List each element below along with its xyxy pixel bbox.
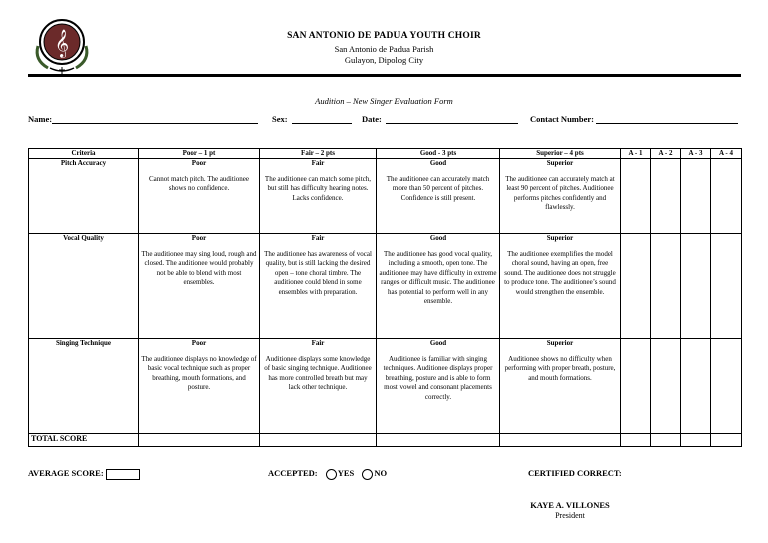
no-label: NO [374,468,388,478]
score-cell[interactable] [621,234,651,339]
total-score-cell[interactable] [681,434,711,447]
level-label: Poor [191,159,207,167]
average-score-label: AVERAGE SCORE: [28,468,104,478]
average-score-field [28,468,140,480]
header-cell: A - 1 [621,149,651,159]
table-row [29,159,742,234]
level-text: Cannot match pitch. The auditionee shows no confidence. [149,174,249,192]
rubric-cell [139,234,260,339]
score-cell[interactable] [621,339,651,434]
signatory-title: President [555,511,585,520]
total-label: TOTAL SCORE [29,434,139,447]
level-label: Fair [311,234,325,242]
score-cell[interactable] [651,339,681,434]
no-radio[interactable] [362,469,373,480]
criteria-cell: Vocal Quality [29,234,139,339]
rubric-table [28,148,742,447]
date-field[interactable] [362,114,518,124]
yes-label: YES [337,468,355,478]
level-label: Good [429,339,447,347]
score-cell[interactable] [651,159,681,234]
header-cell: A - 2 [651,149,681,159]
score-cell[interactable] [711,339,742,434]
score-cell[interactable] [621,159,651,234]
level-label: Good [429,159,447,167]
rubric-cell [139,339,260,434]
contact-field[interactable] [530,114,738,124]
total-score-cell[interactable] [711,434,742,447]
level-text: Auditionee displays some knowledge of basic singing technique. Auditionee has more controlled breath but may lack other technique. [264,354,372,391]
table-row [29,339,742,434]
table-header-row [29,149,742,159]
level-text: The auditionee can accurately match more than 50 percent of pitches. Confidence is still present. [386,174,490,202]
level-text: The auditionee has good vocal quality, including a smooth, open tone. The auditionee may have difficulty in extreme ranges or difficult music. The auditionee has potential to perform well in any ensemble. [379,249,497,305]
level-label: Superior [546,159,574,167]
average-score-box[interactable] [106,469,140,480]
level-text: The auditionee may sing loud, rough and closed. The auditionee would probably not be able to blend with most ensembles. [141,249,257,286]
date-label: Date: [362,114,382,124]
rubric-cell [377,339,500,434]
sex-label: Sex: [272,114,288,124]
rubric-cell [139,159,260,234]
signatory-name: KAYE A. VILLONES [530,500,610,510]
level-text: The auditionee exemplifies the model choral sound, having an open, free sound. The auditionee does not struggle to produce tone. The auditionee’s sound would strengthen the ensemble. [504,249,616,296]
header-cell: A - 4 [711,149,742,159]
sex-field[interactable] [272,114,352,124]
name-line[interactable] [52,115,258,124]
level-label: Poor [191,339,207,347]
name-label: Name: [28,114,53,124]
table-row [29,234,742,339]
level-text: The auditionee has awareness of vocal quality, but is still lacking the desired open – tone choral timbre. The auditionee could blend in some ensembles with preparation. [264,249,372,296]
rubric-cell [500,234,621,339]
header-cell: Superior – 4 pts [500,149,621,159]
rubric-cell [260,339,377,434]
score-cell[interactable] [651,234,681,339]
header-cell: Good - 3 pts [377,149,500,159]
contact-line[interactable] [596,115,738,124]
header-rule [28,74,741,77]
criteria-cell: Singing Technique [29,339,139,434]
criteria-cell: Pitch Accuracy [29,159,139,234]
total-cell [377,434,500,447]
score-cell[interactable] [711,159,742,234]
total-score-cell[interactable] [621,434,651,447]
level-label: Fair [311,339,325,347]
accepted-label: ACCEPTED: [268,468,318,478]
header-cell: Fair – 2 pts [260,149,377,159]
total-cell [500,434,621,447]
header-cell: Criteria [29,149,139,159]
name-field[interactable] [28,114,258,124]
level-text: Auditionee is familiar with singing techniques. Auditionee displays proper breathing, posture and is able to form most vowel and consonant placements correctly. [383,354,493,401]
score-cell[interactable] [681,234,711,339]
score-cell[interactable] [681,159,711,234]
rubric-cell [500,339,621,434]
score-cell[interactable] [681,339,711,434]
rubric-cell [377,234,500,339]
header-cell: A - 3 [681,149,711,159]
total-score-cell[interactable] [651,434,681,447]
level-text: The auditionee can match some pitch, but still has difficulty hearing notes. Lacks confidence. [264,174,372,202]
sex-line[interactable] [292,115,352,124]
org-name: SAN ANTONIO DE PADUA YOUTH CHOIR [287,31,481,41]
level-text: Auditionee shows no difficulty when performing with proper breath, posture, and mouth formations. [504,354,616,382]
contact-label: Contact Number: [530,114,594,124]
rubric-cell [500,159,621,234]
yes-radio[interactable] [326,469,337,480]
total-row [29,434,742,447]
rubric-cell [260,159,377,234]
level-label: Poor [191,234,207,242]
level-text: The auditionee displays no knowledge of basic vocal technique such as proper breathing, mouth formations, and posture. [141,354,257,391]
form-title: Audition – New Singer Evaluation Form [315,96,453,106]
svg-text:𝄞: 𝄞 [54,29,70,57]
city-name: Gulayon, Dipolog City [344,55,424,65]
score-cell[interactable] [711,234,742,339]
parish-name: San Antonio de Padua Parish [334,44,434,54]
level-label: Superior [546,234,574,242]
level-text: The auditionee can accurately match at least 90 percent of pitches. Auditionee performs pitches confidently and flawlessly. [505,174,615,211]
certified-label: CERTIFIED CORRECT: [528,468,622,478]
level-label: Superior [546,339,574,347]
total-cell [139,434,260,447]
header-cell: Poor – 1 pt [139,149,260,159]
accepted-field [268,468,387,480]
total-cell [260,434,377,447]
rubric-cell [260,234,377,339]
date-line[interactable] [386,115,518,124]
level-label: Fair [311,159,325,167]
level-label: Good [429,234,447,242]
rubric-cell [377,159,500,234]
